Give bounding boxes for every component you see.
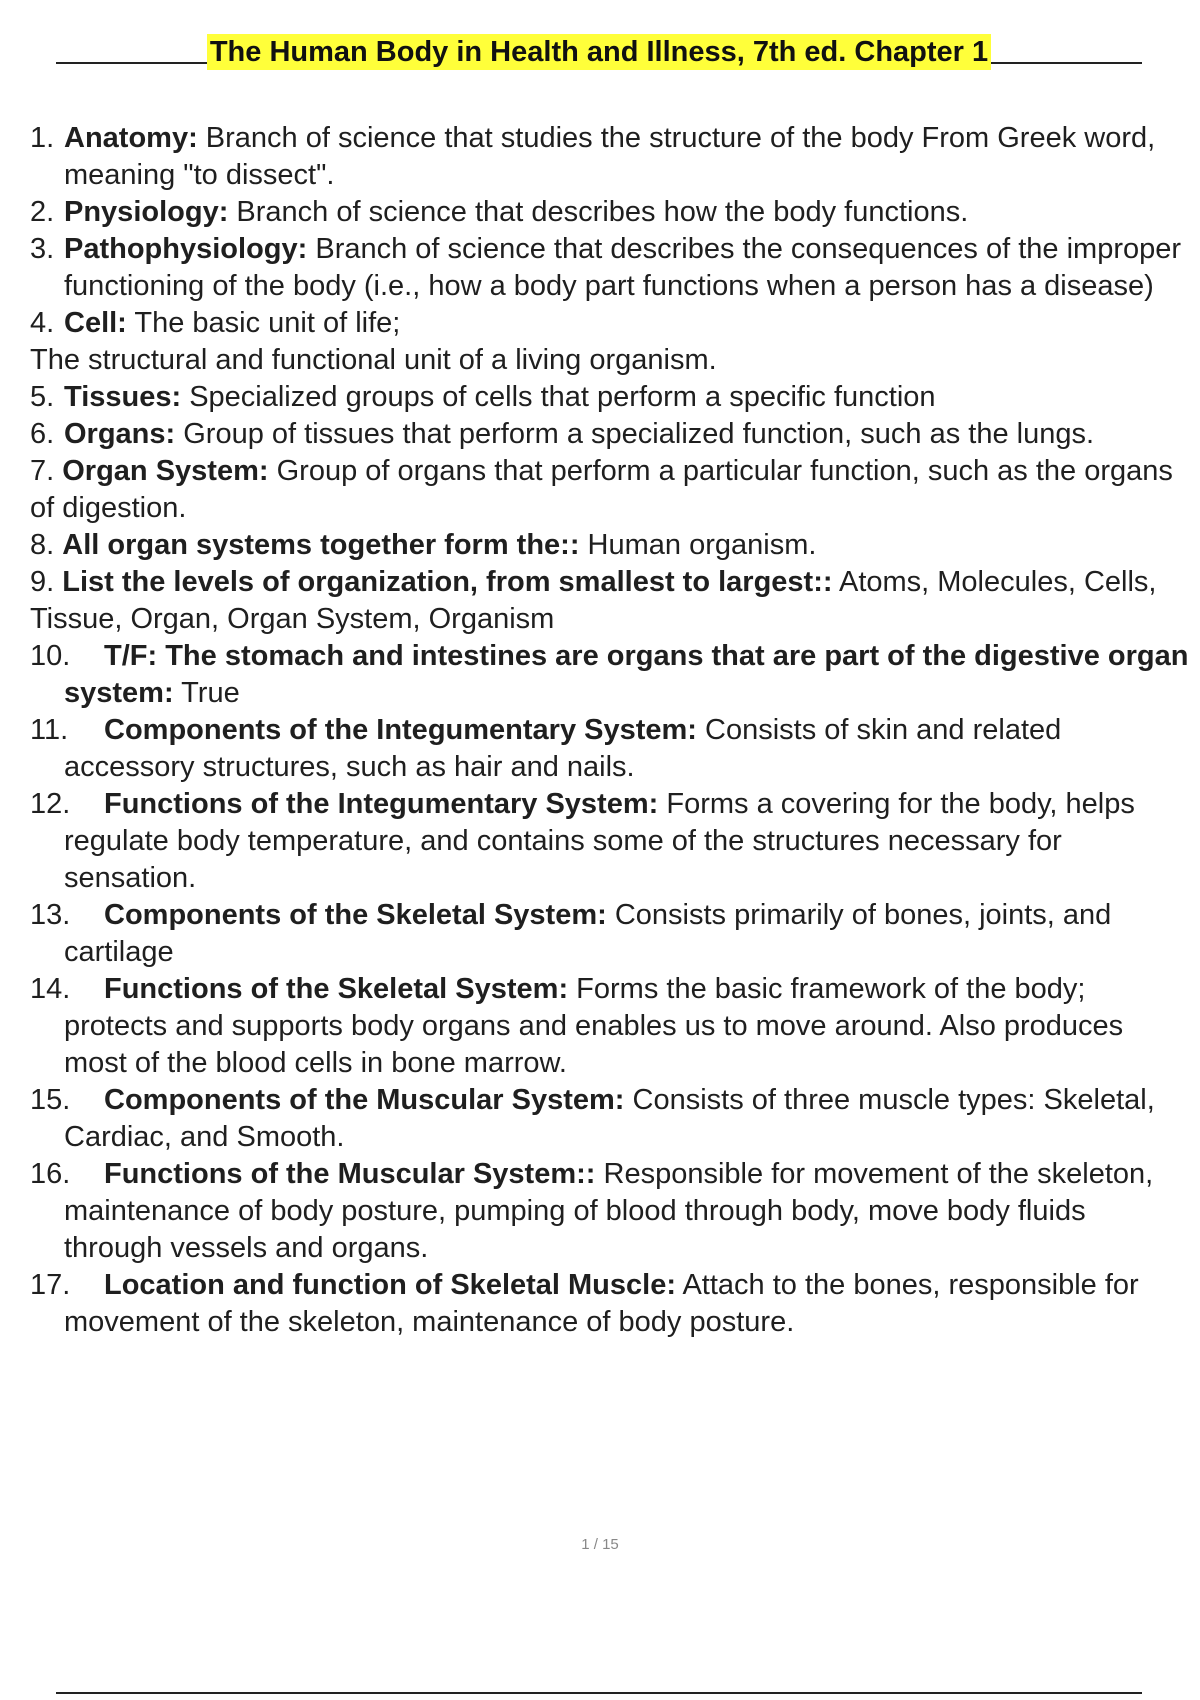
list-item	[30, 1082, 1190, 1156]
item-term: Organs:	[64, 418, 176, 450]
item-term: Location and function of Skeletal Muscle:	[104, 1269, 676, 1301]
item-number: 8.	[30, 529, 55, 561]
item-text: The basic unit of life;	[126, 307, 401, 339]
list-item	[30, 1267, 1190, 1341]
title-row	[56, 30, 1142, 70]
page-indicator: 1 / 15	[581, 1536, 619, 1553]
item-term: Tissues:	[64, 381, 182, 413]
item-text: Atoms, Molecules, Cells, Tissue, Organ, Organ System, Organism	[30, 566, 1157, 635]
item-text: Responsible for movement of the skeleton, maintenance of body posture, pumping of blood through body, move body fluids through vessels and organs.	[64, 1158, 1154, 1264]
title-rule-right	[991, 62, 1142, 64]
list-item	[30, 527, 1190, 564]
item-text: Human organism.	[579, 529, 817, 561]
list-item	[30, 305, 1190, 342]
title-rule-left	[56, 62, 207, 64]
item-term: Cell:	[64, 307, 127, 339]
item-term: List the levels of organization, from smallest to largest::	[62, 566, 833, 598]
list-item	[30, 231, 1190, 305]
item-term: Pathophysiology:	[64, 233, 308, 265]
list-item	[30, 1156, 1190, 1267]
list-item	[30, 897, 1190, 971]
item-number: 16.	[30, 1158, 71, 1190]
list-continuation: The structural and functional unit of a living organism.	[30, 344, 717, 376]
item-term: Functions of the Muscular System::	[104, 1158, 596, 1190]
item-number: 7.	[30, 455, 55, 487]
list-item	[30, 786, 1190, 897]
item-number: 17.	[30, 1269, 71, 1301]
item-term: Functions of the Integumentary System:	[104, 788, 659, 820]
item-number: 5.	[30, 381, 55, 413]
item-number: 13.	[30, 899, 71, 931]
item-text: Forms the basic framework of the body; protects and supports body organs and enables us to move around. Also produces most of the blood cells in bone marrow.	[64, 973, 1124, 1079]
list-item	[30, 120, 1190, 194]
list-item	[30, 379, 1190, 416]
item-term: Components of the Integumentary System:	[104, 714, 697, 746]
item-term: Components of the Skeletal System:	[104, 899, 607, 931]
item-number: 14.	[30, 973, 71, 1005]
item-text: Branch of science that studies the structure of the body From Greek word, meaning "to dissect".	[64, 122, 1156, 191]
item-text: Specialized groups of cells that perform a specific function	[181, 381, 936, 413]
item-term: Functions of the Skeletal System:	[104, 973, 569, 1005]
list-item	[30, 638, 1190, 712]
list-item	[30, 712, 1190, 786]
item-number: 12.	[30, 788, 71, 820]
item-number: 6.	[30, 418, 55, 450]
item-number: 10.	[30, 640, 71, 672]
item-term: Pnysiology:	[64, 196, 229, 228]
list-item	[30, 564, 1190, 638]
document-title: The Human Body in Health and Illness, 7th ed. Chapter 1	[207, 34, 991, 70]
item-term: All organ systems together form the::	[62, 529, 580, 561]
item-number: 11.	[30, 714, 69, 746]
item-number: 3.	[30, 233, 55, 265]
item-term: Anatomy:	[64, 122, 198, 154]
item-number: 15.	[30, 1084, 71, 1116]
list-item	[30, 453, 1190, 527]
item-text: Forms a covering for the body, helps regulate body temperature, and contains some of the structures necessary for sensation.	[64, 788, 1135, 894]
list-item	[30, 194, 1190, 231]
item-number: 1.	[30, 122, 55, 154]
item-text: Consists of three muscle types: Skeletal, Cardiac, and Smooth.	[64, 1084, 1155, 1153]
item-text: Attach to the bones, responsible for movement of the skeleton, maintenance of body posture.	[64, 1269, 1139, 1338]
list-item	[30, 971, 1190, 1082]
item-text: Consists of skin and related accessory structures, such as hair and nails.	[64, 714, 1062, 783]
item-text: True	[173, 677, 240, 709]
list-item	[30, 416, 1190, 453]
item-term: T/F: The stomach and intestines are organs that are part of the digestive organ system:	[64, 640, 1189, 709]
item-number: 9.	[30, 566, 55, 598]
item-text: Branch of science that describes the consequences of the improper functioning of the body (i.e., how a body part functions when a person has a disease)	[64, 233, 1182, 302]
definition-list	[30, 120, 1190, 1341]
item-term: Components of the Muscular System:	[104, 1084, 625, 1116]
bottom-rule	[56, 1692, 1142, 1694]
item-text: Group of organs that perform a particular function, such as the organs of digestion.	[30, 455, 1173, 524]
item-text: Consists primarily of bones, joints, and cartilage	[64, 899, 1112, 968]
item-text: Branch of science that describes how the body functions.	[228, 196, 969, 228]
item-text: Group of tissues that perform a specialized function, such as the lungs.	[175, 418, 1095, 450]
item-term: Organ System:	[62, 455, 269, 487]
item-number: 2.	[30, 196, 55, 228]
item-number: 4.	[30, 307, 55, 339]
